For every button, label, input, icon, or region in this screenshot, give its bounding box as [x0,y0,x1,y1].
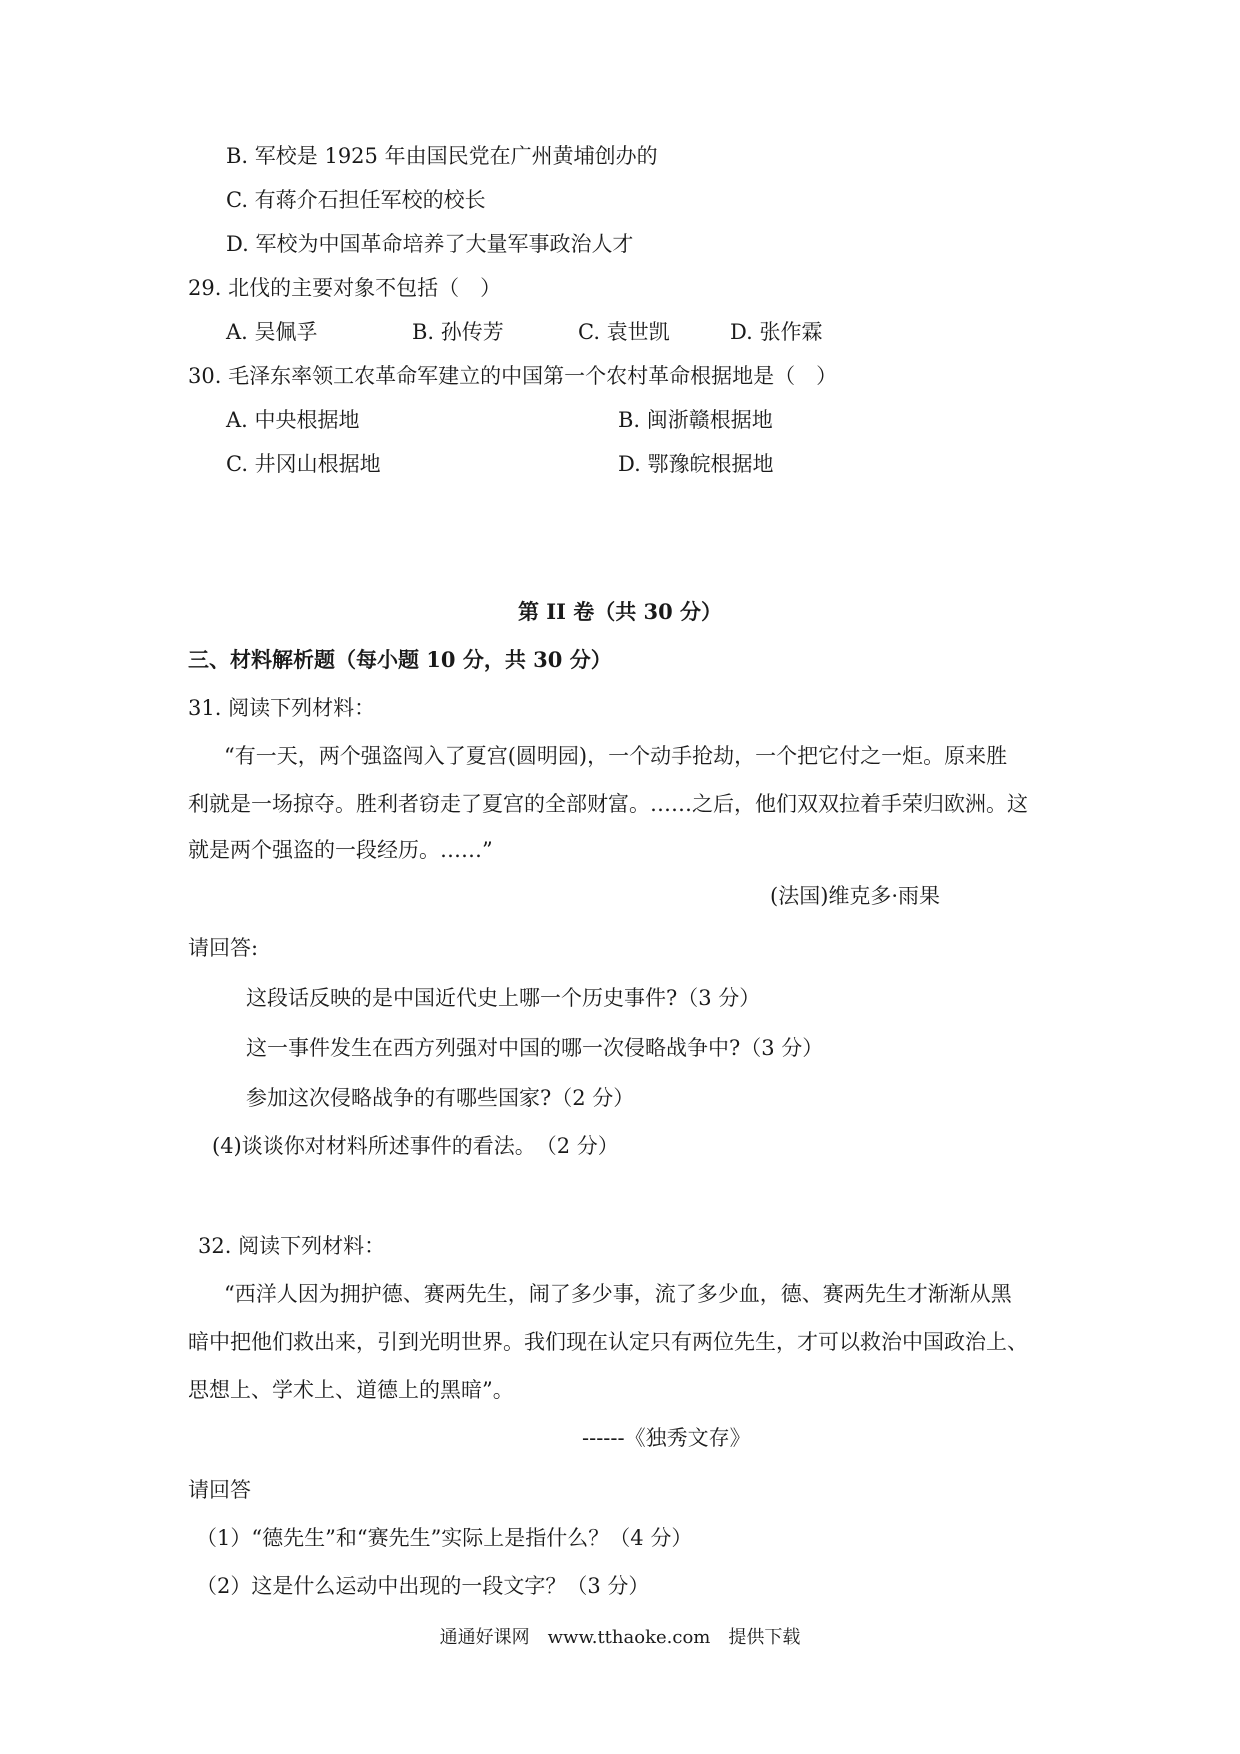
q29-option-d: D. 张作霖 [730,320,823,344]
q30-stem: 30. 毛泽东率领工农革命军建立的中国第一个农村革命根据地是（ ） [188,364,838,388]
q32-material-line-2: 暗中把他们救出来，引到光明世界。我们现在认定只有两位先生，才可以救治中国政治上、 [188,1330,1028,1354]
q31-source: (法国)维克多·雨果 [770,884,941,908]
q31-question-2: 这一事件发生在西方列强对中国的哪一次侵略战争中?（3 分） [246,1036,824,1060]
page-footer: 通通好课网 www.tthaoke.com 提供下载 [439,1627,801,1648]
q28-option-c: C. 有蒋介石担任军校的校长 [226,188,486,212]
q31-material-line-3: 就是两个强盗的一段经历。……” [188,838,493,862]
q31-stem: 31. 阅读下列材料： [188,696,376,720]
q32-prompt: 请回答 [188,1478,251,1502]
part2-title: 第 II 卷（共 30 分） [517,599,723,624]
q32-source: ------《独秀文存》 [582,1426,751,1450]
q32-material-line-1: “西洋人因为拥护德、赛两先生，闹了多少事，流了多少血，德、赛两先生才渐渐从黑 [224,1282,1012,1306]
q29-stem: 29. 北伐的主要对象不包括（ ） [188,276,502,300]
q30-option-b: B. 闽浙赣根据地 [618,408,773,432]
q29-option-c: C. 袁世凯 [578,320,670,344]
q31-question-3: 参加这次侵略战争的有哪些国家?（2 分） [246,1086,635,1110]
q32-stem: 32. 阅读下列材料： [198,1234,386,1258]
q29-options [226,318,822,346]
q28-option-d: D. 军校为中国革命培养了大量军事政治人才 [226,232,634,256]
q30-option-a: A. 中央根据地 [226,408,360,432]
q32-material-line-3: 思想上、学术上、道德上的黑暗”。 [188,1378,514,1402]
q31-question-4: (4)谈谈你对材料所述事件的看法。 （2 分） [212,1134,619,1158]
q32-question-1: （1）“德先生”和“赛先生”实际上是指什么？（4 分） [196,1526,693,1550]
q30-option-c: C. 井冈山根据地 [226,452,381,476]
q32-question-2: （2）这是什么运动中出现的一段文字？（3 分） [196,1574,650,1598]
q29-option-a: A. 吴佩孚 [226,320,318,344]
q28-option-b: B. 军校是 1925 年由国民党在广州黄埔创办的 [226,144,658,168]
q31-material-line-2: 利就是一场掠夺。胜利者窃走了夏宫的全部财富。……之后，他们双双拉着手荣归欧洲。这 [188,792,1028,816]
q30-option-d: D. 鄂豫皖根据地 [618,452,774,476]
q29-option-b: B. 孙传芳 [412,320,504,344]
q31-question-1: 这段话反映的是中国近代史上哪一个历史事件?（3 分） [246,986,761,1010]
q31-prompt: 请回答: [188,936,259,960]
section-title: 三、材料解析题（每小题 10 分，共 30 分） [188,647,612,672]
q31-material-line-1: “有一天，两个强盗闯入了夏宫(圆明园)，一个动手抢劫，一个把它付之一炬。原来胜 [224,744,1008,768]
